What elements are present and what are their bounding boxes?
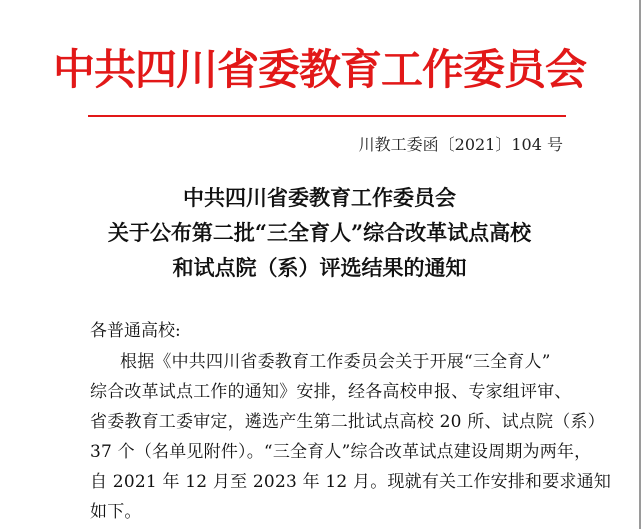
- red-divider-line: [88, 115, 566, 117]
- body-line: 综合改革试点工作的通知》安排，经各高校申报、专家组评审、: [90, 382, 572, 402]
- title-line: 中共四川省委教育工作委员会: [183, 185, 456, 210]
- body-line: 如下。: [90, 502, 142, 522]
- document-title: [0, 180, 639, 285]
- salutation: 各普通高校:: [90, 321, 181, 341]
- body-paragraph: [90, 347, 612, 527]
- document-number: 川教工委函〔2021〕104 号: [358, 135, 563, 154]
- body-line: 37 个（名单见附件）。“三全育人”综合改革试点建设周期为两年，: [90, 442, 592, 462]
- body-line: 自 2021 年 12 月至 2023 年 12 月。现就有关工作安排和要求通知: [90, 472, 612, 492]
- title-line: 关于公布第二批“三全育人”综合改革试点高校: [107, 220, 532, 245]
- title-line: 和试点院（系）评选结果的通知: [172, 255, 467, 280]
- issuer-header: 中共四川省委教育工作委员会: [52, 45, 586, 94]
- body-line: 省委教育工委审定，遴选产生第二批试点高校 20 所、试点院（系）: [90, 412, 605, 432]
- body-line: 根据《中共四川省委教育工作委员会关于开展“三全育人”: [120, 352, 551, 372]
